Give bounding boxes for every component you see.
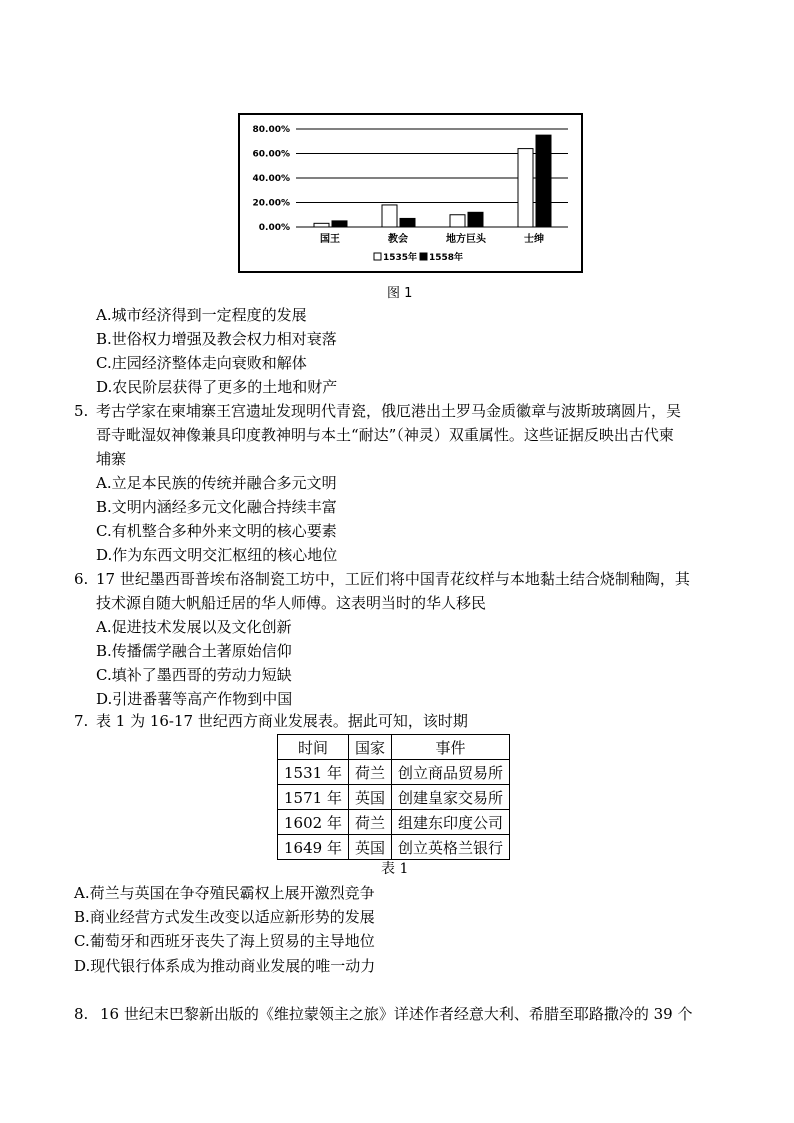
y-tick-label: 60.00% xyxy=(252,149,290,160)
legend-label: 1558年 xyxy=(429,253,464,263)
table-caption: 表 1 xyxy=(381,861,409,877)
q5-option-c: C.有机整合多种外来文明的核心要素 xyxy=(96,522,337,540)
bar-series-1558 xyxy=(536,135,551,227)
q6-option-a: A.促进技术发展以及文化创新 xyxy=(96,618,292,636)
q5-option-b: B.文明内涵经多元文化融合持续丰富 xyxy=(96,498,337,516)
q4-option-c: C.庄园经济整体走向衰败和解体 xyxy=(96,354,307,372)
x-tick-label: 士绅 xyxy=(524,234,544,245)
table-cell: 创建皇家交易所 xyxy=(391,785,509,810)
table-cell: 1531 年 xyxy=(278,760,349,785)
q7-option-c: C.葡萄牙和西班牙丧失了海上贸易的主导地位 xyxy=(74,932,375,950)
table-cell: 1649 年 xyxy=(278,835,349,860)
q5-option-a: A.立足本民族的传统并融合多元文明 xyxy=(96,474,337,492)
bar-series-1535 xyxy=(518,149,533,227)
q7-option-b: B.商业经营方式发生改变以适应新形势的发展 xyxy=(74,908,375,926)
q4-option-b: B.世俗权力增强及教会权力相对衰落 xyxy=(96,330,337,348)
q7-number: 7. xyxy=(74,712,89,730)
y-tick-label: 0.00% xyxy=(258,223,290,233)
table-row xyxy=(278,760,510,785)
table-header-row xyxy=(278,735,510,760)
figure-1-chart xyxy=(238,113,583,273)
q4-option-a: A.城市经济得到一定程度的发展 xyxy=(96,306,307,324)
q5-stem-line-1: 考古学家在柬埔寨王宫遗址发现明代青瓷，俄厄港出土罗马金质徽章与波斯玻璃圆片，吴 xyxy=(96,402,682,420)
q4-option-d: D.农民阶层获得了更多的土地和财产 xyxy=(96,378,338,396)
legend-label: 1535年 xyxy=(383,253,418,263)
table-cell: 英国 xyxy=(348,835,391,860)
y-tick-label: 80.00% xyxy=(252,125,290,135)
table-cell: 英国 xyxy=(348,785,391,810)
x-tick-label: 国王 xyxy=(320,234,340,245)
table-1 xyxy=(277,734,510,860)
table-header-event: 事件 xyxy=(391,735,509,760)
figure-caption: 图 1 xyxy=(387,286,413,301)
table-header-country: 国家 xyxy=(348,735,391,760)
y-tick-label: 40.00% xyxy=(252,174,290,184)
table-cell: 荷兰 xyxy=(348,760,391,785)
table-row xyxy=(278,785,510,810)
q6-option-d: D.引进番薯等高产作物到中国 xyxy=(96,690,293,708)
q5-number: 5. xyxy=(74,402,89,420)
x-tick-label: 地方巨头 xyxy=(446,234,486,245)
table-cell: 创立英格兰银行 xyxy=(391,835,509,860)
bar-series-1535 xyxy=(450,215,465,227)
legend-swatch xyxy=(420,253,427,260)
bar-series-1558 xyxy=(332,221,347,227)
table-cell: 荷兰 xyxy=(348,810,391,835)
q5-option-d: D.作为东西文明交汇枢纽的核心地位 xyxy=(96,546,338,564)
table-header-time: 时间 xyxy=(278,735,349,760)
table-cell: 创立商品贸易所 xyxy=(391,760,509,785)
bar-series-1558 xyxy=(468,212,483,227)
q6-stem-line-1: 17 世纪墨西哥普埃布洛制瓷工坊中，工匠们将中国青花纹样与本地黏土结合烧制釉陶，其 xyxy=(96,570,690,588)
q5-stem-line-3: 埔寨 xyxy=(96,450,127,468)
table-cell: 1571 年 xyxy=(278,785,349,810)
q8-number: 8. xyxy=(74,1005,89,1023)
table-cell: 1602 年 xyxy=(278,810,349,835)
q7-option-a: A.荷兰与英国在争夺殖民霸权上展开激烈竞争 xyxy=(74,884,375,902)
bar-series-1558 xyxy=(400,218,415,227)
bar-chart xyxy=(240,115,581,271)
q6-option-c: C.填补了墨西哥的劳动力短缺 xyxy=(96,666,292,684)
q5-stem-line-2: 哥寺毗湿奴神像兼具印度教神明与本土“耐达”（神灵）双重属性。这些证据反映出古代柬 xyxy=(96,426,674,444)
table-row xyxy=(278,810,510,835)
q6-number: 6. xyxy=(74,570,89,588)
q7-stem: 表 1 为 16-17 世纪西方商业发展表。据此可知，该时期 xyxy=(96,712,468,730)
table-cell: 组建东印度公司 xyxy=(391,810,509,835)
table-row xyxy=(278,835,510,860)
q7-option-d: D.现代银行体系成为推动商业发展的唯一动力 xyxy=(74,957,376,975)
q6-option-b: B.传播儒学融合土著原始信仰 xyxy=(96,642,292,660)
q6-stem-line-2: 技术源自随大帆船迁居的华人师傅。这表明当时的华人移民 xyxy=(96,594,487,612)
q8-stem: 16 世纪末巴黎新出版的《维拉蒙领主之旅》详述作者经意大利、希腊至耶路撒冷的 39 个 xyxy=(100,1005,693,1023)
bar-series-1535 xyxy=(382,205,397,227)
bar-series-1535 xyxy=(314,223,329,227)
legend-swatch xyxy=(374,253,381,260)
y-tick-label: 20.00% xyxy=(252,198,290,209)
x-tick-label: 教会 xyxy=(388,234,408,245)
